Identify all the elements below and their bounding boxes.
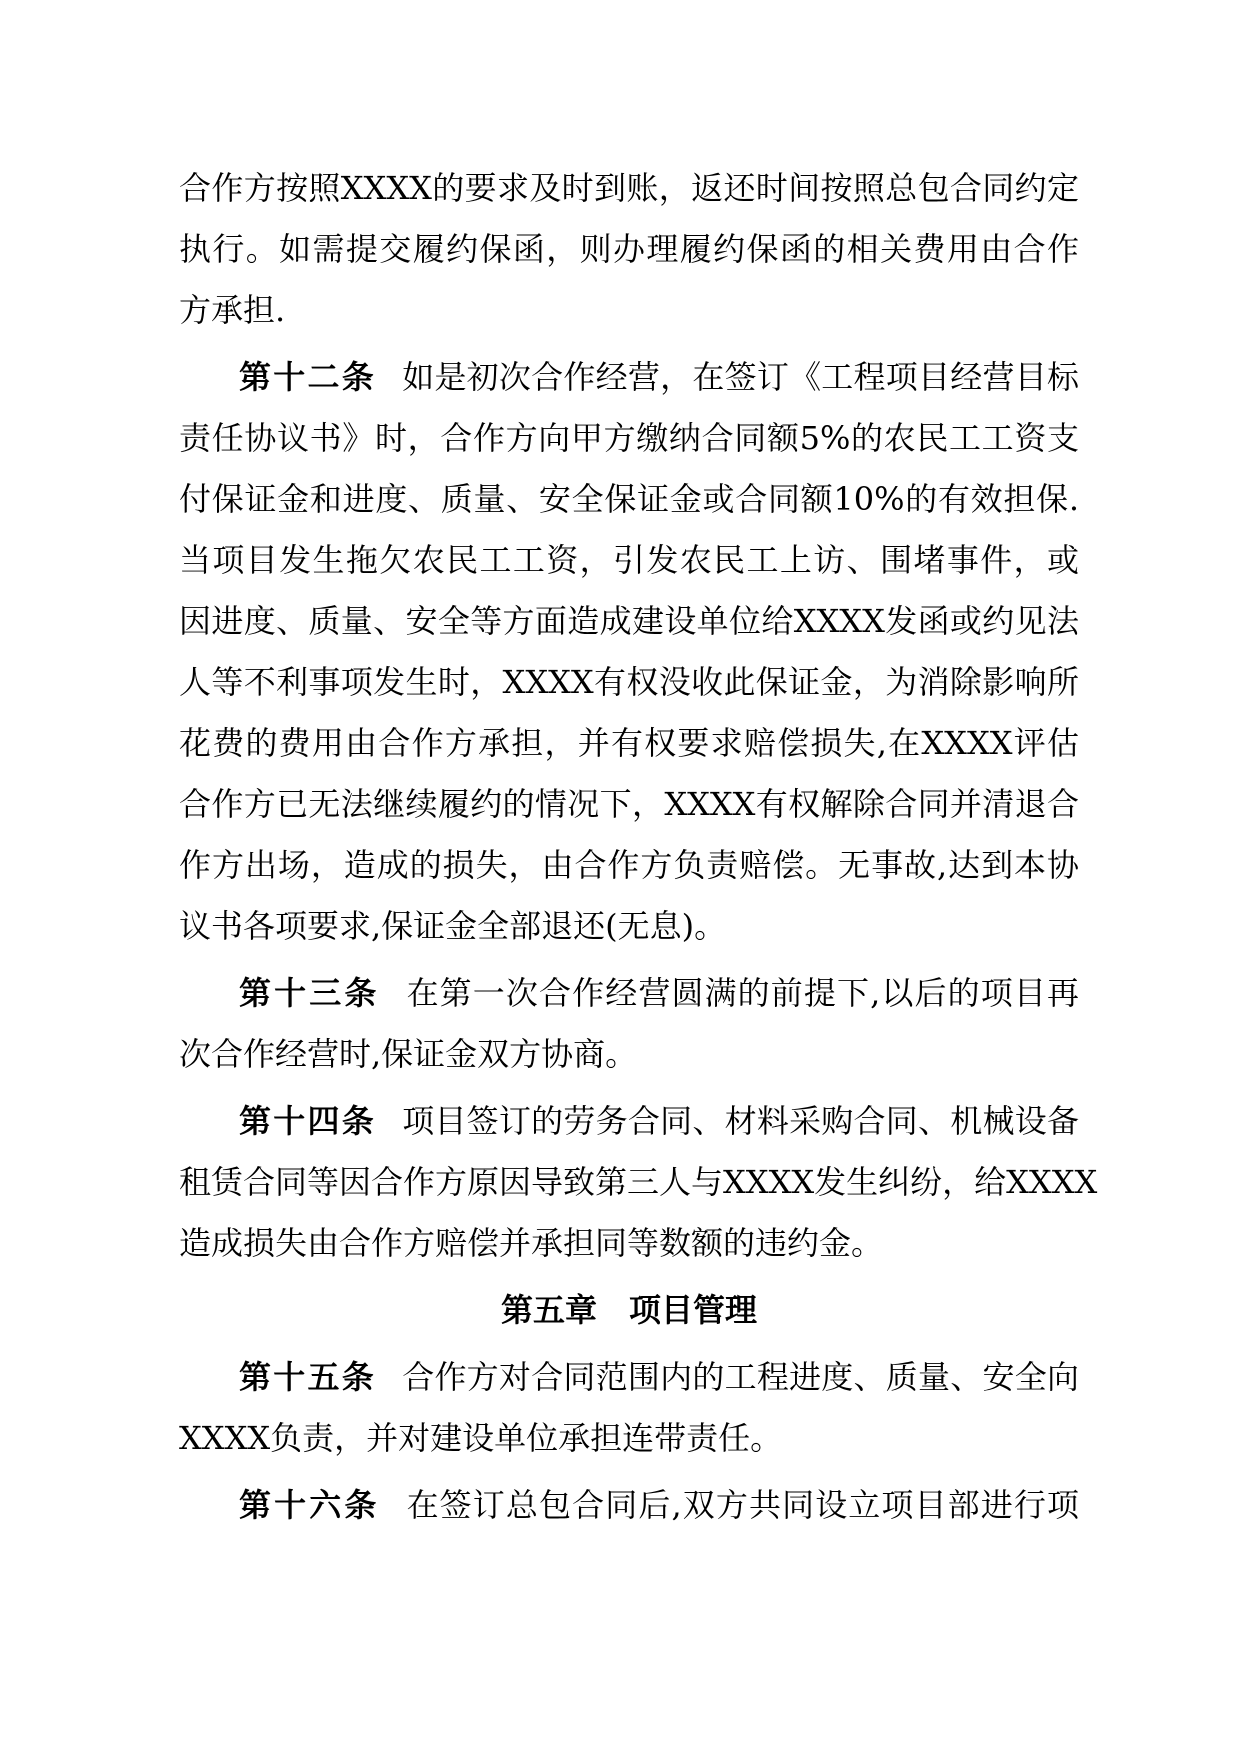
- text-line: 合作方按照XXXX的要求及时到账，返还时间按照总包合同约定: [179, 169, 1079, 207]
- text-line: 执行。如需提交履约保函，则办理履约保函的相关费用由合作: [179, 230, 1079, 268]
- text-line: [179, 347, 1079, 408]
- article-text: 合作方对合同范围内的工程进度、质量、安全向: [401, 1358, 1079, 1396]
- chapter-title: 项目管理: [629, 1291, 758, 1329]
- article-16: [179, 1475, 1079, 1536]
- document-body: [179, 158, 1098, 1542]
- article-number: 第十六条: [239, 1486, 380, 1524]
- text-line: 议书各项要求,保证金全部退还(无息)。: [179, 907, 727, 945]
- article-15: [179, 1347, 1079, 1469]
- text-line: 付保证金和进度、质量、安全保证金或合同额10%的有效担保.: [179, 480, 1079, 518]
- text-line: 作方出场，造成的损失，由合作方负责赔偿。无事故,达到本协: [179, 846, 1079, 884]
- article-number: 第十三条: [239, 974, 380, 1012]
- text-line: 花费的费用由合作方承担，并有权要求赔偿损失,在XXXX评估: [179, 724, 1079, 762]
- article-text: 项目签订的劳务合同、材料采购合同、机械设备: [401, 1102, 1079, 1140]
- article-13: [179, 963, 1079, 1085]
- text-line: [179, 963, 1079, 1024]
- text-line: 次合作经营时,保证金双方协商。: [179, 1035, 638, 1073]
- text-line: 造成损失由合作方赔偿并承担同等数额的违约金。: [179, 1224, 884, 1262]
- article-number: 第十四条: [239, 1102, 376, 1140]
- text-line: 责任协议书》时，合作方向甲方缴纳合同额5%的农民工工资支: [179, 419, 1079, 457]
- article-12: [179, 347, 1079, 957]
- article-text: 如是初次合作经营，在签订《工程项目经营目标: [401, 358, 1079, 396]
- text-line: [179, 1475, 1079, 1536]
- text-line: 因进度、质量、安全等方面造成建设单位给XXXX发函或约见法: [179, 602, 1079, 640]
- text-line: [179, 1091, 1079, 1152]
- text-line: 人等不利事项发生时，XXXX有权没收此保证金，为消除影响所: [179, 663, 1079, 701]
- article-number: 第十二条: [239, 358, 376, 396]
- chapter-heading: [179, 1280, 1079, 1341]
- text-line: XXXX负责，并对建设单位承担连带责任。: [179, 1419, 783, 1457]
- chapter-number: 第五章: [500, 1291, 597, 1329]
- article-text: 在签订总包合同后,双方共同设立项目部进行项: [405, 1486, 1079, 1524]
- text-line: 合作方已无法继续履约的情况下，XXXX有权解除合同并清退合: [179, 785, 1079, 823]
- article-14: [179, 1091, 1098, 1274]
- text-line: [179, 1347, 1079, 1408]
- text-line: 租赁合同等因合作方原因导致第三人与XXXX发生纠纷，给XXXX: [179, 1163, 1098, 1201]
- text-line: 当项目发生拖欠农民工工资，引发农民工上访、围堵事件，或: [179, 541, 1079, 579]
- text-line: 方承担.: [179, 291, 286, 329]
- article-number: 第十五条: [239, 1358, 376, 1396]
- article-text: 在第一次合作经营圆满的前提下,以后的项目再: [405, 974, 1079, 1012]
- paragraph-continuation: [179, 158, 1079, 341]
